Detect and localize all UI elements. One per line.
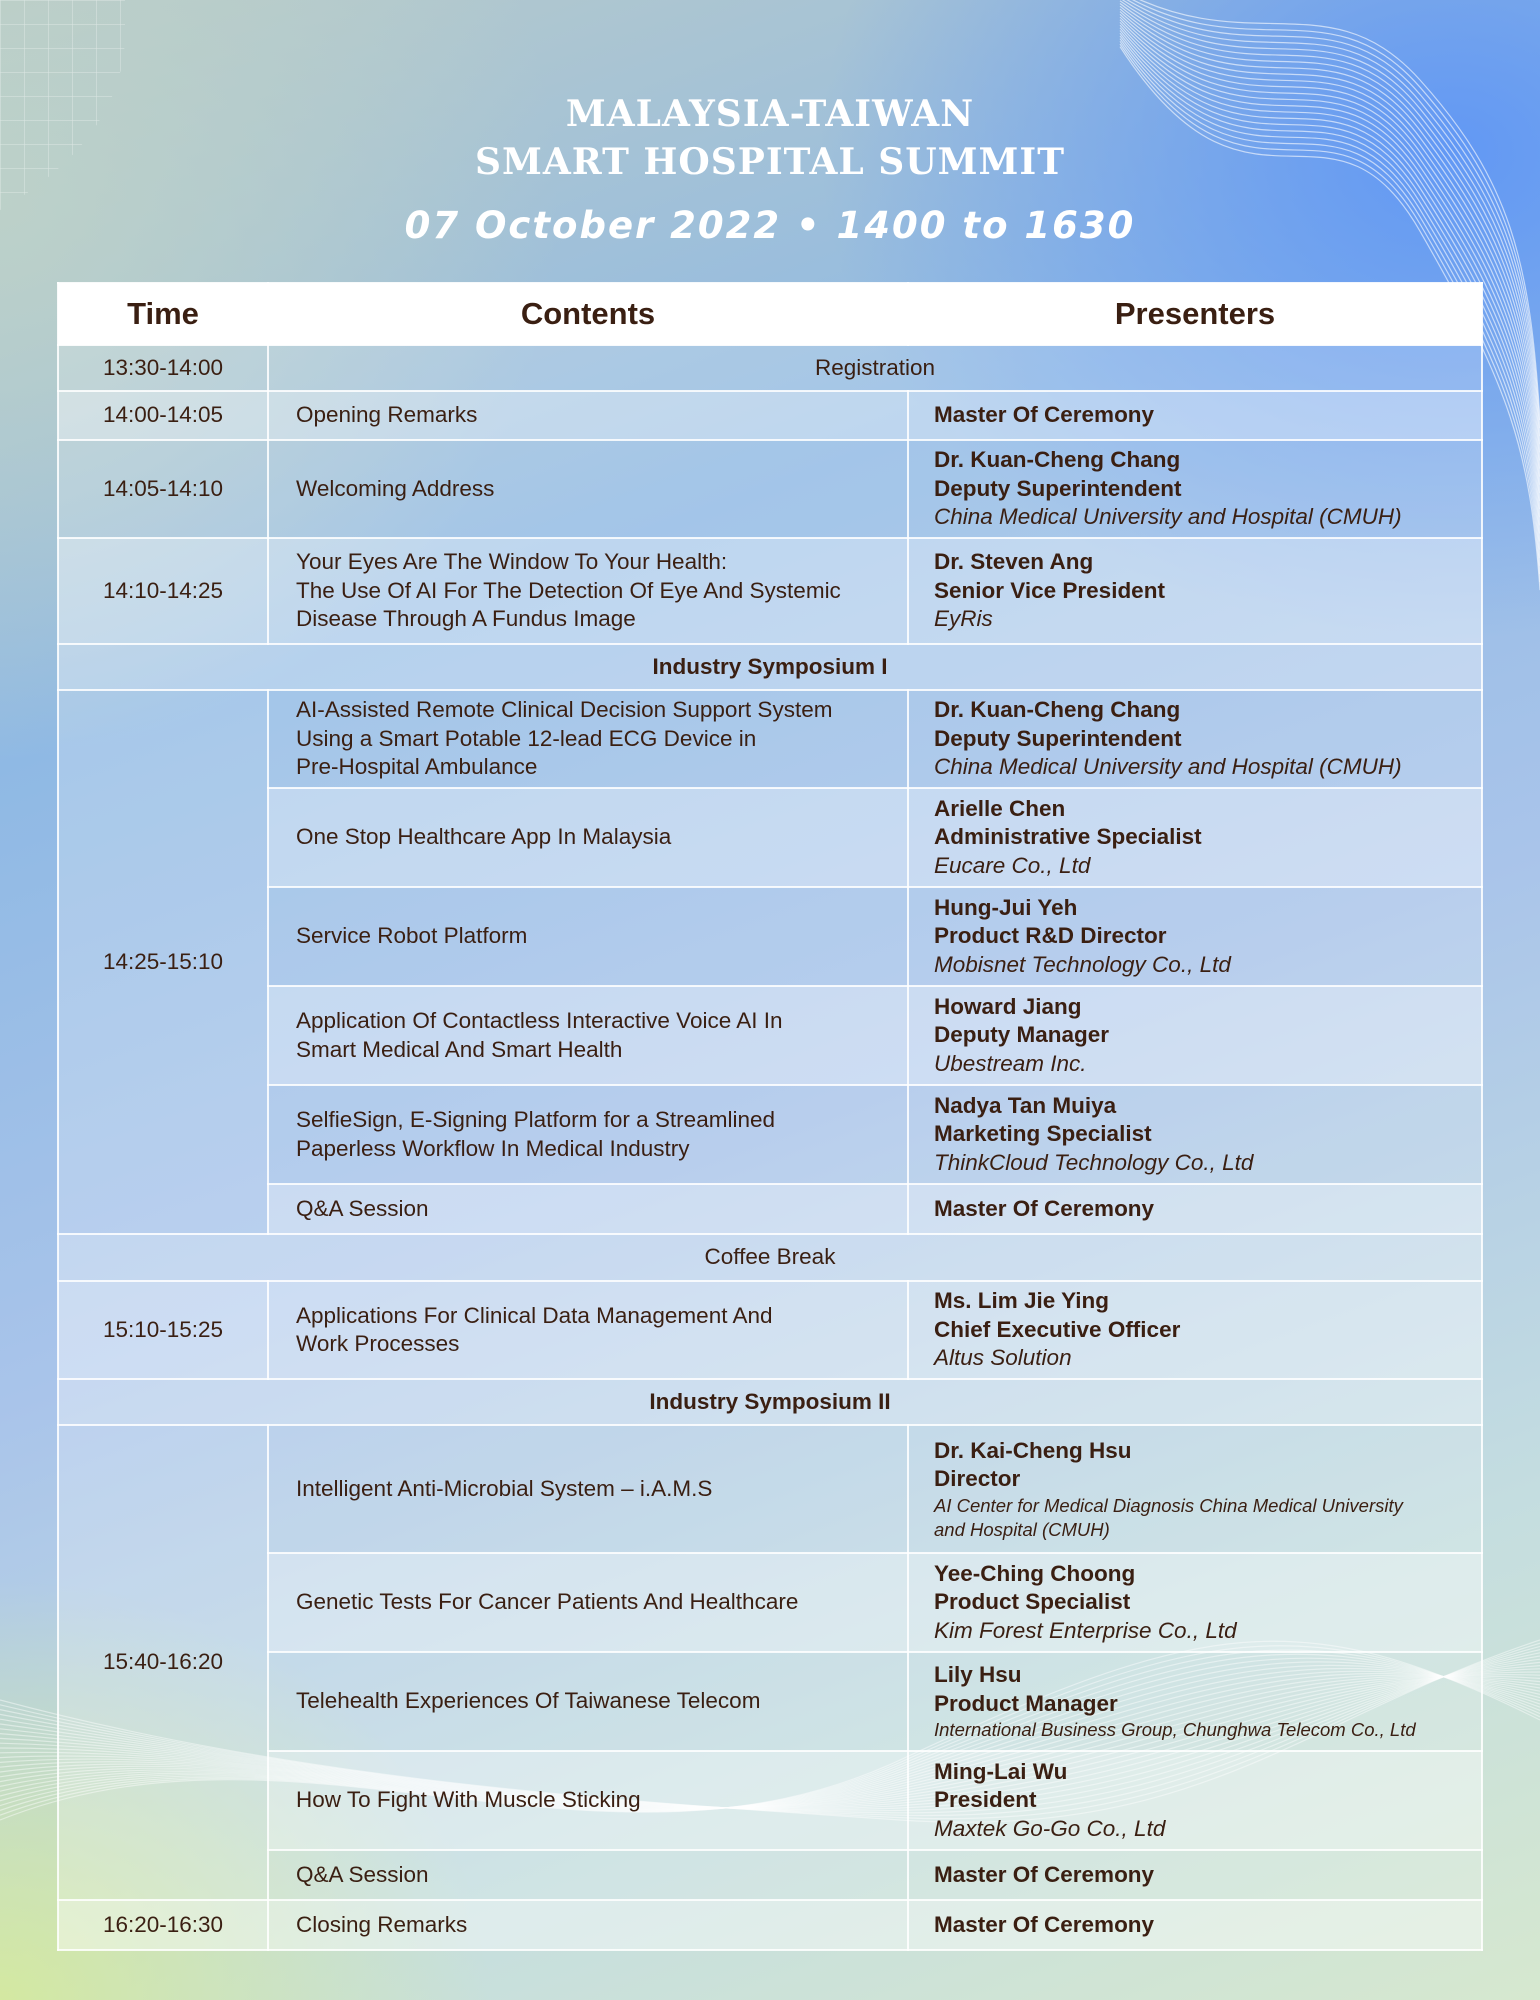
- header-contents: Contents: [268, 283, 908, 345]
- time-cell: 14:10-14:25: [58, 538, 268, 644]
- table-row: [58, 440, 1482, 538]
- table-row: [58, 1553, 1482, 1652]
- presenter-org: ThinkCloud Technology Co., Ltd: [934, 1149, 1254, 1175]
- presenter-org: Maxtek Go-Go Co., Ltd: [934, 1815, 1166, 1841]
- presenter-name: Dr. Kuan-Cheng Chang: [934, 447, 1181, 473]
- content-cell: Q&A Session: [268, 1184, 908, 1234]
- table-row: [58, 391, 1482, 440]
- section-row: [58, 644, 1482, 690]
- presenter-org: Eucare Co., Ltd: [934, 852, 1091, 878]
- table-row: [58, 1751, 1482, 1850]
- presenter-role: Marketing Specialist: [934, 1121, 1152, 1147]
- presenter-role: Chief Executive Officer: [934, 1316, 1181, 1342]
- content-cell: Service Robot Platform: [268, 887, 908, 986]
- presenter-cell: [908, 986, 1482, 1085]
- table-row: [58, 1900, 1482, 1950]
- table-header-row: [58, 283, 1482, 345]
- presenter-name: Ms. Lim Jie Ying: [934, 1288, 1110, 1314]
- presenter-role: Product Specialist: [934, 1589, 1131, 1615]
- table-row: [58, 1184, 1482, 1234]
- presenter-org: Ubestream Inc.: [934, 1050, 1087, 1076]
- coffee-break-cell: Coffee Break: [58, 1234, 1482, 1281]
- presenter-cell: [908, 440, 1482, 538]
- presenter-name: Dr. Steven Ang: [934, 549, 1094, 575]
- presenter-cell: [908, 1751, 1482, 1850]
- time-cell: 16:20-16:30: [58, 1900, 268, 1950]
- content-line: SelfieSign, E-Signing Platform for a Streamlined: [296, 1107, 775, 1132]
- content-cell: [268, 690, 908, 788]
- presenter-name: Howard Jiang: [934, 993, 1082, 1019]
- table-row: [58, 887, 1482, 986]
- presenter-role: Deputy Superintendent: [934, 725, 1182, 751]
- time-cell: 14:05-14:10: [58, 440, 268, 538]
- presenter-cell: [908, 1652, 1482, 1751]
- presenter-org: and Hospital (CMUH): [934, 1518, 1110, 1540]
- presenter-org: AI Center for Medical Diagnosis China Medical University: [934, 1494, 1403, 1516]
- header-time: Time: [58, 283, 268, 345]
- presenter-cell: [908, 538, 1482, 644]
- presenter-org: Kim Forest Enterprise Co., Ltd: [934, 1617, 1237, 1643]
- event-title-line2: SMART HOSPITAL SUMMIT: [475, 141, 1065, 183]
- content-cell: Genetic Tests For Cancer Patients And Healthcare: [268, 1553, 908, 1652]
- presenter-role: Administrative Specialist: [934, 824, 1202, 850]
- section-row: [58, 1234, 1482, 1281]
- content-line: Disease Through A Fundus Image: [296, 606, 636, 632]
- content-line: Smart Medical And Smart Health: [296, 1036, 623, 1062]
- presenter-role: Product R&D Director: [934, 923, 1167, 949]
- content-cell: Welcoming Address: [268, 440, 908, 538]
- time-cell: 14:00-14:05: [58, 391, 268, 440]
- registration-cell: Registration: [268, 345, 1482, 391]
- presenter-cell: [908, 887, 1482, 986]
- presenter-cell: [908, 1425, 1482, 1553]
- header-presenters: Presenters: [908, 283, 1482, 345]
- content-cell: Opening Remarks: [268, 391, 908, 440]
- presenter-name: Hung-Jui Yeh: [934, 894, 1078, 920]
- content-line: Application Of Contactless Interactive Voice AI In: [296, 1008, 783, 1033]
- table-row: [58, 345, 1482, 391]
- presenter-role: Deputy Superintendent: [934, 475, 1182, 501]
- presenter-name: Lily Hsu: [934, 1662, 1022, 1687]
- section-title: Industry Symposium II: [58, 1379, 1482, 1425]
- content-cell: [268, 1085, 908, 1184]
- presenter-cell: Master Of Ceremony: [908, 391, 1482, 440]
- content-line: AI-Assisted Remote Clinical Decision Support System: [296, 697, 833, 723]
- section-title: Industry Symposium I: [58, 644, 1482, 690]
- content-cell: Q&A Session: [268, 1850, 908, 1900]
- time-cell: 13:30-14:00: [58, 345, 268, 391]
- content-cell: One Stop Healthcare App In Malaysia: [268, 788, 908, 887]
- table-row: [58, 1850, 1482, 1900]
- presenter-org: International Business Group, Chunghwa Telecom Co., Ltd: [934, 1719, 1416, 1740]
- content-cell: Intelligent Anti-Microbial System – i.A.M.S: [268, 1425, 908, 1553]
- event-title-line1: MALAYSIA-TAIWAN: [565, 93, 975, 135]
- presenter-name: Arielle Chen: [934, 795, 1066, 821]
- presenter-cell: Master Of Ceremony: [908, 1850, 1482, 1900]
- content-line: The Use Of AI For The Detection Of Eye And Systemic: [296, 577, 841, 603]
- presenter-cell: [908, 690, 1482, 788]
- table-row: [58, 690, 1482, 788]
- time-cell: 14:25-15:10: [58, 690, 268, 1234]
- presenter-cell: [908, 1553, 1482, 1652]
- content-line: Work Processes: [296, 1331, 460, 1356]
- presenter-role: Director: [934, 1466, 1021, 1491]
- presenter-role: Deputy Manager: [934, 1022, 1110, 1048]
- event-header: [0, 90, 1540, 247]
- presenter-role: Product Manager: [934, 1690, 1118, 1716]
- presenter-org: China Medical University and Hospital (CMUH): [934, 754, 1402, 780]
- table-row: [58, 788, 1482, 887]
- presenter-org: Mobisnet Technology Co., Ltd: [934, 951, 1231, 977]
- presenter-name: Dr. Kuan-Cheng Chang: [934, 697, 1181, 723]
- presenter-name: Yee-Ching Choong: [934, 1560, 1136, 1586]
- presenter-role: President: [934, 1787, 1037, 1813]
- table-row: [58, 1281, 1482, 1379]
- presenter-cell: [908, 1281, 1482, 1379]
- presenter-cell: Master Of Ceremony: [908, 1184, 1482, 1234]
- presenter-name: Dr. Kai-Cheng Hsu: [934, 1437, 1132, 1463]
- content-cell: [268, 986, 908, 1085]
- section-row: [58, 1379, 1482, 1425]
- presenter-cell: [908, 1085, 1482, 1184]
- time-cell: 15:10-15:25: [58, 1281, 268, 1379]
- presenter-name: Ming-Lai Wu: [934, 1758, 1068, 1784]
- content-line: Applications For Clinical Data Management And: [296, 1302, 773, 1328]
- content-cell: [268, 1281, 908, 1379]
- presenter-role: Senior Vice President: [934, 577, 1165, 603]
- presenter-org: EyRis: [934, 606, 993, 632]
- content-line: Paperless Workflow In Medical Industry: [296, 1135, 690, 1161]
- time-cell: 15:40-16:20: [58, 1425, 268, 1900]
- content-cell: [268, 538, 908, 644]
- event-date-time: 07 October 2022 • 1400 to 1630: [404, 204, 1136, 247]
- content-line: Using a Smart Potable 12-lead ECG Device in: [296, 725, 757, 751]
- content-cell: Telehealth Experiences Of Taiwanese Telecom: [268, 1652, 908, 1751]
- agenda-table: [57, 282, 1483, 1951]
- content-cell: Closing Remarks: [268, 1900, 908, 1950]
- presenter-org: Altus Solution: [934, 1345, 1072, 1371]
- table-row: [58, 986, 1482, 1085]
- presenter-org: China Medical University and Hospital (CMUH): [934, 504, 1402, 530]
- content-cell: How To Fight With Muscle Sticking: [268, 1751, 908, 1850]
- presenter-name: Nadya Tan Muiya: [934, 1092, 1117, 1118]
- content-line: Pre-Hospital Ambulance: [296, 754, 538, 780]
- table-row: [58, 1425, 1482, 1553]
- agenda-table-frame: [57, 282, 1481, 1951]
- presenter-cell: [908, 788, 1482, 887]
- content-line: Your Eyes Are The Window To Your Health:: [296, 549, 728, 575]
- table-row: [58, 1085, 1482, 1184]
- table-row: [58, 1652, 1482, 1751]
- table-row: [58, 538, 1482, 644]
- presenter-cell: Master Of Ceremony: [908, 1900, 1482, 1950]
